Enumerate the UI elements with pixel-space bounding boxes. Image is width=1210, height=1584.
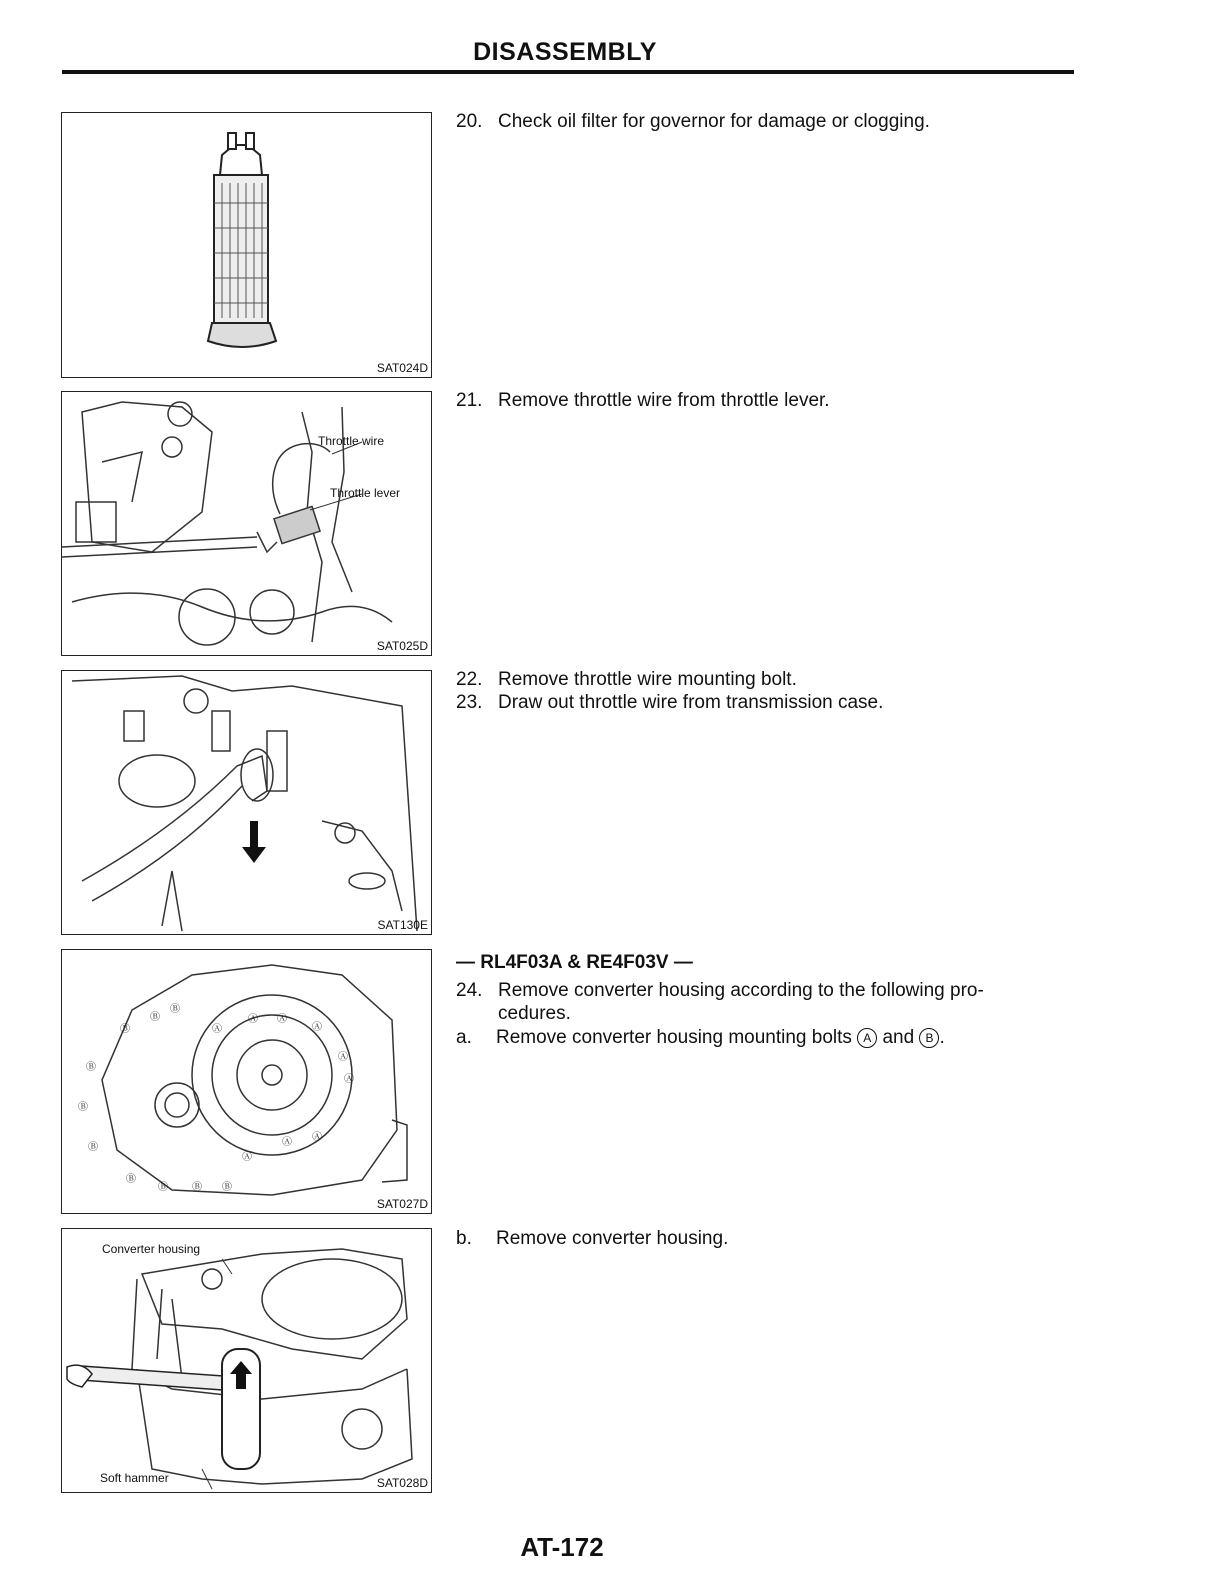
svg-text:Ⓑ: Ⓑ [170, 1004, 180, 1015]
step-text: Check oil filter for governor for damage or clogging. [498, 111, 930, 132]
step-number: 20. [456, 111, 483, 132]
step-text: Remove throttle wire from throttle lever. [498, 390, 830, 411]
svg-text:Ⓐ: Ⓐ [282, 1137, 292, 1148]
step-20 [456, 110, 930, 133]
svg-text:Ⓑ: Ⓑ [150, 1012, 160, 1023]
svg-text:Ⓑ: Ⓑ [120, 1024, 130, 1035]
label-throttle-wire: Throttle wire [318, 434, 385, 448]
svg-text:Ⓑ: Ⓑ [126, 1174, 136, 1185]
step-text-end: . [939, 1027, 945, 1048]
svg-text:Ⓑ: Ⓑ [88, 1142, 98, 1153]
header-rule [62, 70, 1074, 74]
step-letter: a. [456, 1027, 472, 1048]
figure-throttle-lever [61, 391, 432, 656]
step-number: 24. [456, 980, 483, 1001]
step-number: 22. [456, 669, 483, 690]
oil-filter-illustration [62, 113, 431, 377]
step-text: Remove throttle wire mounting bolt. [498, 669, 797, 690]
label-converter-housing: Converter housing [102, 1242, 201, 1256]
bolt-a-mark: A [857, 1028, 877, 1048]
figure-throttle-wire-bolt [61, 670, 432, 935]
svg-text:Ⓐ: Ⓐ [312, 1022, 322, 1033]
step-text: Remove converter housing mounting bolts [496, 1027, 852, 1048]
label-throttle-lever: Throttle lever [330, 486, 401, 500]
page-header-title: DISASSEMBLY [473, 38, 657, 66]
svg-text:Ⓐ: Ⓐ [312, 1132, 322, 1143]
step-22 [456, 668, 797, 691]
figure-converter-housing-removal [61, 1228, 432, 1493]
svg-text:Ⓐ: Ⓐ [248, 1014, 258, 1025]
throttle-lever-illustration [62, 392, 431, 655]
label-soft-hammer: Soft hammer [100, 1471, 169, 1485]
step-a [456, 1026, 945, 1049]
figure-code: SAT028D [376, 1476, 428, 1490]
bolt-b-mark: B [919, 1028, 939, 1048]
svg-text:Ⓑ: Ⓑ [222, 1182, 232, 1193]
svg-text:Ⓑ: Ⓑ [86, 1062, 96, 1073]
svg-text:Ⓐ: Ⓐ [277, 1014, 287, 1025]
figure-code: SAT130E [377, 918, 428, 932]
step-letter: b. [456, 1228, 472, 1249]
svg-text:Ⓐ: Ⓐ [344, 1074, 354, 1085]
svg-text:Ⓑ: Ⓑ [78, 1102, 88, 1113]
step-text: Remove converter housing. [496, 1228, 729, 1249]
svg-text:Ⓐ: Ⓐ [212, 1024, 222, 1035]
step-text: Remove converter housing according to the following pro- [498, 980, 984, 1001]
step-text-and: and [882, 1027, 915, 1048]
figure-oil-filter [61, 112, 432, 378]
figure-code: SAT024D [376, 361, 428, 375]
step-21 [456, 389, 830, 412]
svg-text:Ⓐ: Ⓐ [242, 1152, 252, 1163]
section-heading: — RL4F03A & RE4F03V — [456, 952, 693, 973]
svg-text:Ⓑ: Ⓑ [158, 1182, 168, 1193]
converter-housing-bolts-illustration [62, 950, 431, 1213]
step-text: Draw out throttle wire from transmission case. [498, 692, 884, 713]
step-b [456, 1227, 728, 1250]
step-number: 21. [456, 390, 483, 411]
converter-housing-removal-illustration [62, 1229, 431, 1492]
svg-text:Ⓐ: Ⓐ [338, 1052, 348, 1063]
throttle-wire-bolt-illustration [62, 671, 431, 934]
step-number: 23. [456, 692, 483, 713]
figure-code: SAT027D [376, 1197, 428, 1211]
svg-text:Ⓑ: Ⓑ [192, 1182, 202, 1193]
page-number: AT-172 [520, 1532, 604, 1562]
step-text-continued: cedures. [498, 1003, 571, 1024]
figure-converter-housing-bolts [61, 949, 432, 1214]
step-23 [456, 691, 883, 714]
step-24 [456, 979, 984, 1025]
figure-code: SAT025D [376, 639, 428, 653]
